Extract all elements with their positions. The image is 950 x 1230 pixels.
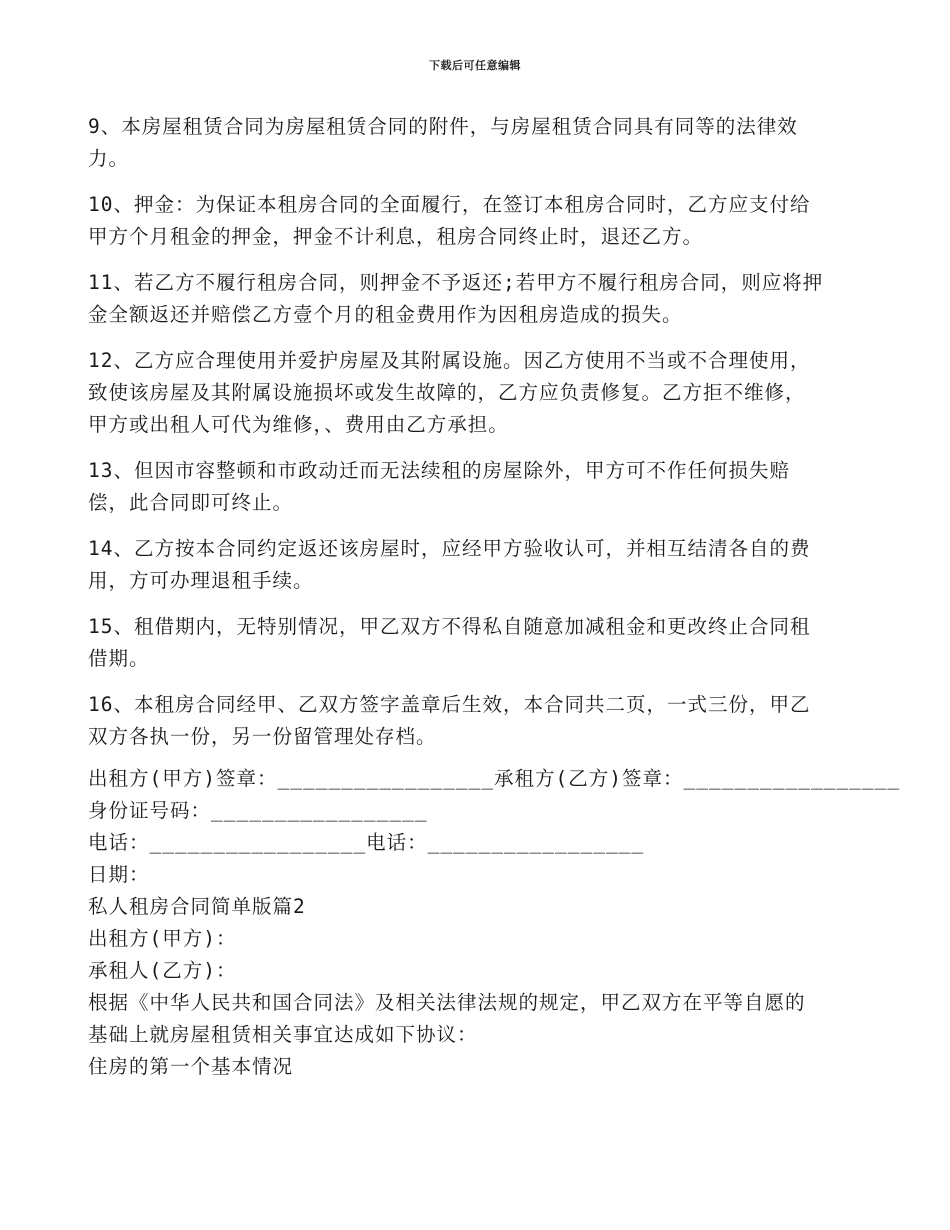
clause-line: 借期。 [88,647,150,670]
document-body [88,111,901,1083]
signature-and-next-section [88,763,901,1083]
clause-line: 11、若乙方不履行租房合同，则押金不予返还;若甲方不履行租房合同，则应将押 [88,271,824,294]
clause-line: 双方各执一份，另一份留管理处存档。 [88,725,437,748]
lessee-line: 承租人(乙方)： [88,959,237,982]
lessor-line: 出租方(甲方)： [88,927,237,950]
clause-line: 13、但因市容整顿和市政动迁而无法续租的房屋除外，甲方可不作任何损失赔 [88,459,790,482]
clause-15 [88,611,868,675]
clause-12 [88,345,868,441]
signature-line-parties: 出租方(甲方)签章：_________________承租方(乙方)签章：_________________ [88,767,901,790]
clause-16 [88,689,868,753]
clause-line: 16、本租房合同经甲、乙双方签字盖章后生效，本合同共二页，一式三份，甲乙 [88,693,811,716]
preamble-line: 基础上就房屋租赁相关事宜达成如下协议： [88,1023,478,1046]
clause-line: 10、押金：为保证本租房合同的全面履行，在签订本租房合同时，乙方应支付给 [88,193,811,216]
clause-9 [88,111,868,175]
page-header: 下载后可任意编辑 [429,59,521,72]
date-line: 日期： [88,863,150,886]
clause-line: 致使该房屋及其附属设施损坏或发生故障的，乙方应负责修复。乙方拒不维修， [88,381,806,404]
clause-line: 14、乙方按本合同约定返还该房屋时，应经甲方验收认可，并相互结清各自的费 [88,537,811,560]
clause-line: 力。 [88,147,130,170]
clause-13 [88,455,868,519]
clause-line: 甲方或出租人可代为维修，、费用由乙方承担。 [88,413,509,436]
clause-line: 甲方个月租金的押金，押金不计利息，租房合同终止时，退还乙方。 [88,225,704,248]
clause-line: 金全额返还并赔偿乙方壹个月的租金费用作为因租房造成的损失。 [88,303,683,326]
clause-line: 15、租借期内，无特别情况，甲乙双方不得私自随意加减租金和更改终止合同租 [88,615,811,638]
clause-line: 12、乙方应合理使用并爱护房屋及其附属设施。因乙方使用不当或不合理使用， [88,349,811,372]
clause-10 [88,189,868,253]
clause-line: 偿，此合同即可终止。 [88,491,294,514]
id-number-line: 身份证号码：_________________ [88,799,428,822]
phone-line: 电话：_________________电话：_________________ [88,831,645,854]
clause-14 [88,533,868,597]
section-title: 私人租房合同简单版篇2 [88,895,306,918]
preamble-line: 根据《中华人民共和国合同法》及相关法律法规的规定，甲乙双方在平等自愿的 [88,991,806,1014]
clause-line: 9、本房屋租赁合同为房屋租赁合同的附件，与房屋租赁合同具有同等的法律效 [88,115,798,138]
clause-line: 用，方可办理退租手续。 [88,569,314,592]
subsection-title: 住房的第一个基本情况 [88,1055,294,1078]
clause-list [88,111,868,753]
clause-11 [88,267,868,331]
